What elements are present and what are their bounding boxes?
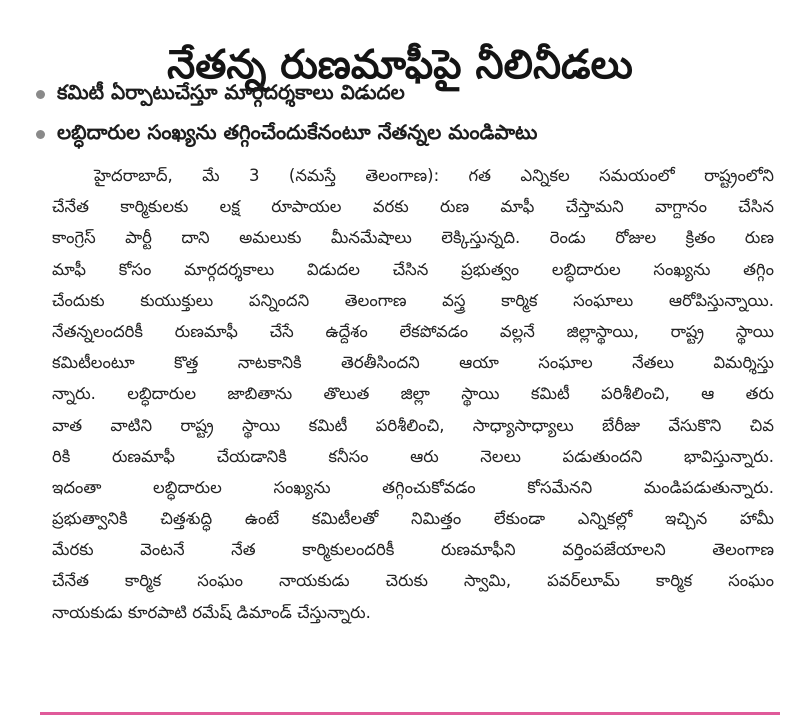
subheading-item: [36, 114, 776, 154]
subheading-list: [36, 74, 776, 154]
body-line: నాయకుడు కూరపాటి రమేష్ డిమాండ్ చేస్తున్నారు.: [52, 602, 371, 622]
body-line: వాత వాటిని రాష్ట్ర స్థాయి కమిటీ పరిశీలించి, సాధ్యాసాధ్యాలు బేరీజు వేసుకొని చివ: [52, 415, 774, 435]
bullet-icon: [36, 90, 45, 99]
subheading-item: [36, 74, 776, 114]
body-line: రికి రుణమాఫీ చేయడానికి కనీసం ఆరు నెలలు పడుతుందని భావిస్తున్నారు.: [52, 446, 774, 466]
article-headline: నేతన్న రుణమాఫీపై నీలినీడలు: [167, 41, 633, 88]
body-line: ప్రభుత్వానికి చిత్తశుద్ధి ఉంటే కమిటీలతో నిమిత్తం లేకుండా ఎన్నికల్లో ఇచ్చిన హామీ: [52, 509, 774, 529]
subheading-text: లబ్ధిదారుల సంఖ్యను తగ్గించేందుకేనంటూ నేతన్నల మండిపాటు: [57, 119, 538, 144]
body-line: మేరకు వెంటనే నేత కార్మికులందరికీ రుణమాఫీని వర్తింపజేయాలని తెలంగాణ: [52, 540, 774, 560]
body-line: న్నారు. లబ్ధిదారుల జాబితాను తొలుత జిల్లా స్థాయి కమిటీ పరిశీలించి, ఆ తరు: [52, 384, 774, 404]
bullet-icon: [36, 130, 45, 139]
body-line: నేతన్నలందరికీ రుణమాఫీ చేసే ఉద్దేశం లేకపోవడం వల్లనే జిల్లాస్థాయి, రాష్ట్ర స్థాయి: [52, 321, 774, 341]
body-line: కమిటీలంటూ కొత్త నాటకానికి తెరతీసిందని ఆయా సంఘాల నేతలు విమర్శిస్తు: [52, 353, 774, 373]
body-line: చేనేత కార్మికులకు లక్ష రూపాయల వరకు రుణ మాఫీ చేస్తామని వాగ్దానం చేసిన: [52, 197, 774, 217]
body-line: హైదరాబాద్, మే 3 (నమస్తే తెలంగాణ): గత ఎన్నికల సమయంలో రాష్ట్రంలోని: [94, 166, 774, 185]
article-body: [52, 160, 774, 628]
body-line: చేనేత కార్మిక సంఘం నాయకుడు చెరుకు స్వామి, పవర్‌లూమ్ కార్మిక సంఘం: [52, 571, 774, 591]
subheading-text: కమిటీ ఏర్పాటుచేస్తూ మార్గదర్శకాలు విడుదల: [57, 79, 405, 104]
body-line: కాంగ్రెస్ పార్టీ దాని అమలుకు మీనమేషాలు లెక్కిస్తున్నది. రెండు రోజుల క్రితం రుణ: [52, 228, 774, 248]
body-line: మాఫీ కోసం మార్గదర్శకాలు విడుదల చేసిన ప్రభుత్వం లబ్ధిదారుల సంఖ్యను తగ్గిం: [52, 259, 774, 279]
bottom-divider: [40, 712, 780, 715]
body-line: ఇదంతా లబ్ధిదారుల సంఖ్యను తగ్గించుకోవడం కోసమేనని మండిపడుతున్నారు.: [52, 477, 774, 497]
body-line: చేందుకు కుయుక్తులు పన్నిందని తెలంగాణ వస్త్ర కార్మిక సంఘాలు ఆరోపిస్తున్నాయి.: [52, 290, 774, 310]
